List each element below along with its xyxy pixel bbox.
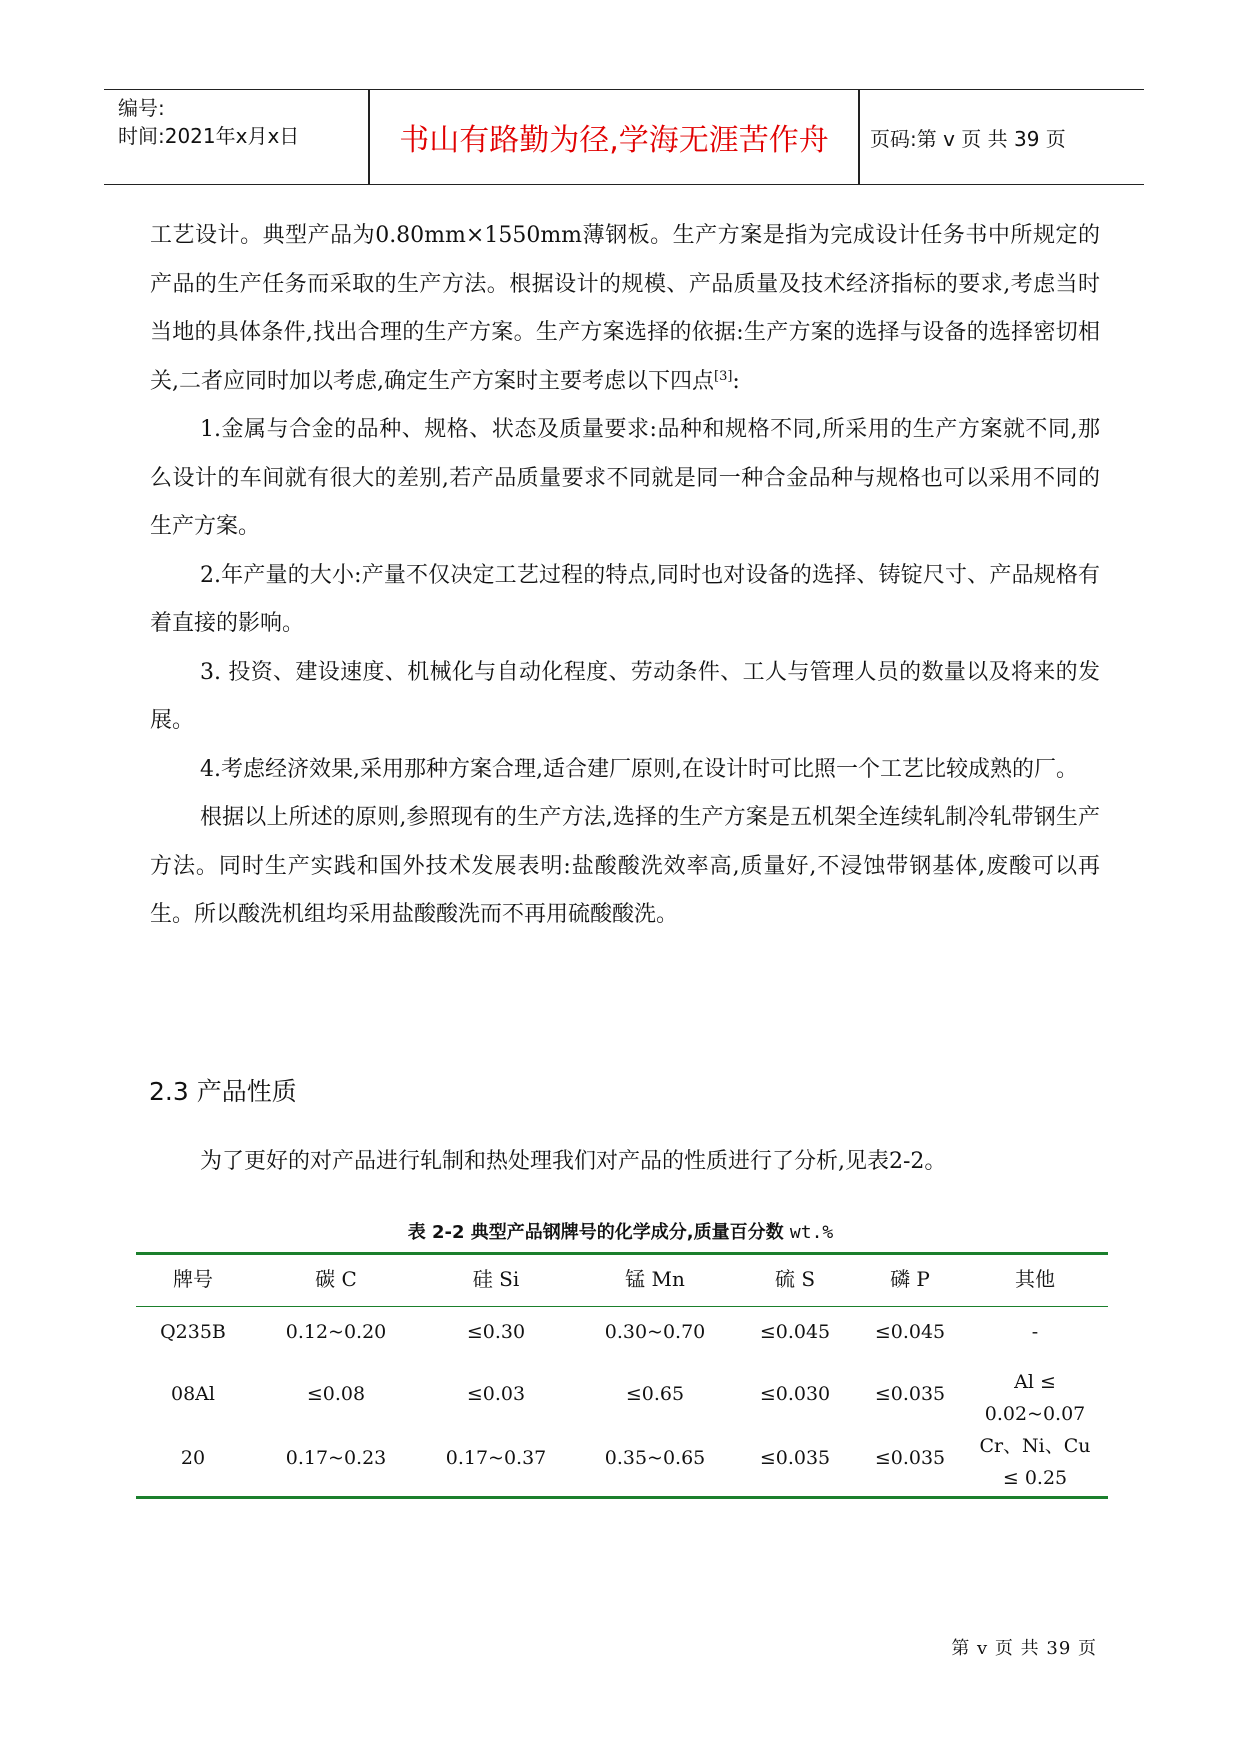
- table-cell: 0.12~0.20: [285, 1321, 387, 1343]
- section-title: 2.3 产品性质: [149, 1077, 297, 1106]
- body-text: [150, 212, 1100, 940]
- caption-unit: wt.%: [789, 1222, 834, 1243]
- table-cell-line: 0.02~0.07: [984, 1403, 1086, 1425]
- table-cell-line: ≤ 0.25: [1002, 1467, 1068, 1489]
- table-cell: ≤0.035: [874, 1447, 946, 1469]
- header-divider: [858, 90, 860, 184]
- table-cell: ≤0.65: [625, 1383, 685, 1405]
- header-page: 页码:第 v 页 共 39 页: [870, 126, 1066, 151]
- table-cell: ≤0.035: [874, 1383, 946, 1405]
- table-cell: Q235B: [160, 1321, 226, 1343]
- paragraph: [150, 212, 1100, 406]
- table-header-cell: 硅 Si: [472, 1267, 520, 1291]
- paragraph: 1.金属与合金的品种、规格、状态及质量要求:品种和规格不同,所采用的生产方案就不同,那么设计的车间就有很大的差别,若产品质量要求不同就是同一种合金品种与规格也可以采用不同的生产方案。: [150, 417, 1100, 539]
- table-cell: 08Al: [171, 1383, 215, 1405]
- table-header-rule: [136, 1306, 1108, 1307]
- paragraph: 4.考虑经济效果,采用那种方案合理,适合建厂原则,在设计时可比照一个工艺比较成熟的厂。: [200, 756, 1078, 782]
- caption-text: 表 2-2 典型产品钢牌号的化学成分,质量百分数: [407, 1222, 784, 1243]
- table-cell: 20: [180, 1447, 206, 1469]
- table-cell: ≤0.045: [759, 1321, 831, 1343]
- table-cell: 0.17~0.37: [445, 1447, 547, 1469]
- paragraph: 为了更好的对产品进行轧制和热处理我们对产品的性质进行了分析,见表2-2。: [200, 1149, 947, 1174]
- table-cell: ≤0.045: [874, 1321, 946, 1343]
- table-cell: 0.17~0.23: [285, 1447, 387, 1469]
- table-cell: [960, 1430, 1110, 1494]
- table-cell: -: [1031, 1321, 1039, 1343]
- table-cell: 0.30~0.70: [604, 1321, 706, 1343]
- table-header-cell: 牌号: [173, 1267, 213, 1291]
- table-cell-line: Cr、Ni、Cu: [979, 1435, 1091, 1457]
- table-cell: 0.35~0.65: [604, 1447, 706, 1469]
- header-motto: 书山有路勤为径,学海无涯苦作舟: [399, 123, 829, 158]
- table-cell: ≤0.08: [306, 1383, 366, 1405]
- table-cell: [960, 1366, 1110, 1430]
- table-header-cell: 磷 P: [890, 1267, 930, 1291]
- paragraph: 根据以上所述的原则,参照现有的生产方法,选择的生产方案是五机架全连续轧制冷轧带钢生产方法。同时生产实践和国外技术发展表明:盐酸酸洗效率高,质量好,不浸蚀带钢基体,废酸可以再生。所以酸洗机组均采用盐酸酸洗而不再用硫酸酸洗。: [150, 805, 1100, 927]
- table-cell-line: Al ≤: [1014, 1371, 1056, 1393]
- table-cell: ≤0.30: [466, 1321, 526, 1343]
- table-caption: [0, 1218, 1241, 1244]
- table-header-cell: 碳 C: [315, 1267, 357, 1291]
- paragraph-text: 工艺设计。典型产品为0.80mm×1550mm薄钢板。生产方案是指为完成设计任务书中所规定的产品的生产任务而采取的生产方法。根据设计的规模、产品质量及技术经济指标的要求,考虑当时当地的具体条件,找出合理的生产方案。生产方案选择的依据:生产方案的选择与设备的选择密切相关,二者应同时加以考虑,确定生产方案时主要考虑以下四点: [150, 223, 1100, 394]
- table-cell: ≤0.030: [759, 1383, 831, 1405]
- table-cell: ≤0.03: [466, 1383, 526, 1405]
- page-footer: 第 v 页 共 39 页: [951, 1638, 1097, 1659]
- table-header-cell: 其他: [1015, 1267, 1055, 1291]
- page-header: [104, 89, 1144, 185]
- table-top-rule: [136, 1252, 1108, 1255]
- paragraph: 3. 投资、建设速度、机械化与自动化程度、劳动条件、工人与管理人员的数量以及将来的发展。: [150, 659, 1100, 733]
- header-time: 时间:2021年x月x日: [118, 124, 300, 148]
- punctuation: :: [732, 368, 740, 394]
- paragraph: 2.年产量的大小:产量不仅决定工艺过程的特点,同时也对设备的选择、铸锭尺寸、产品规格有着直接的影响。: [150, 562, 1100, 636]
- table-cell: ≤0.035: [759, 1447, 831, 1469]
- table-header-cell: 锰 Mn: [625, 1267, 685, 1291]
- header-number: 编号:: [118, 96, 165, 120]
- citation: [3]: [714, 368, 733, 384]
- table-bottom-rule: [136, 1496, 1108, 1499]
- table-header-cell: 硫 S: [774, 1267, 816, 1291]
- header-meta: [118, 94, 368, 150]
